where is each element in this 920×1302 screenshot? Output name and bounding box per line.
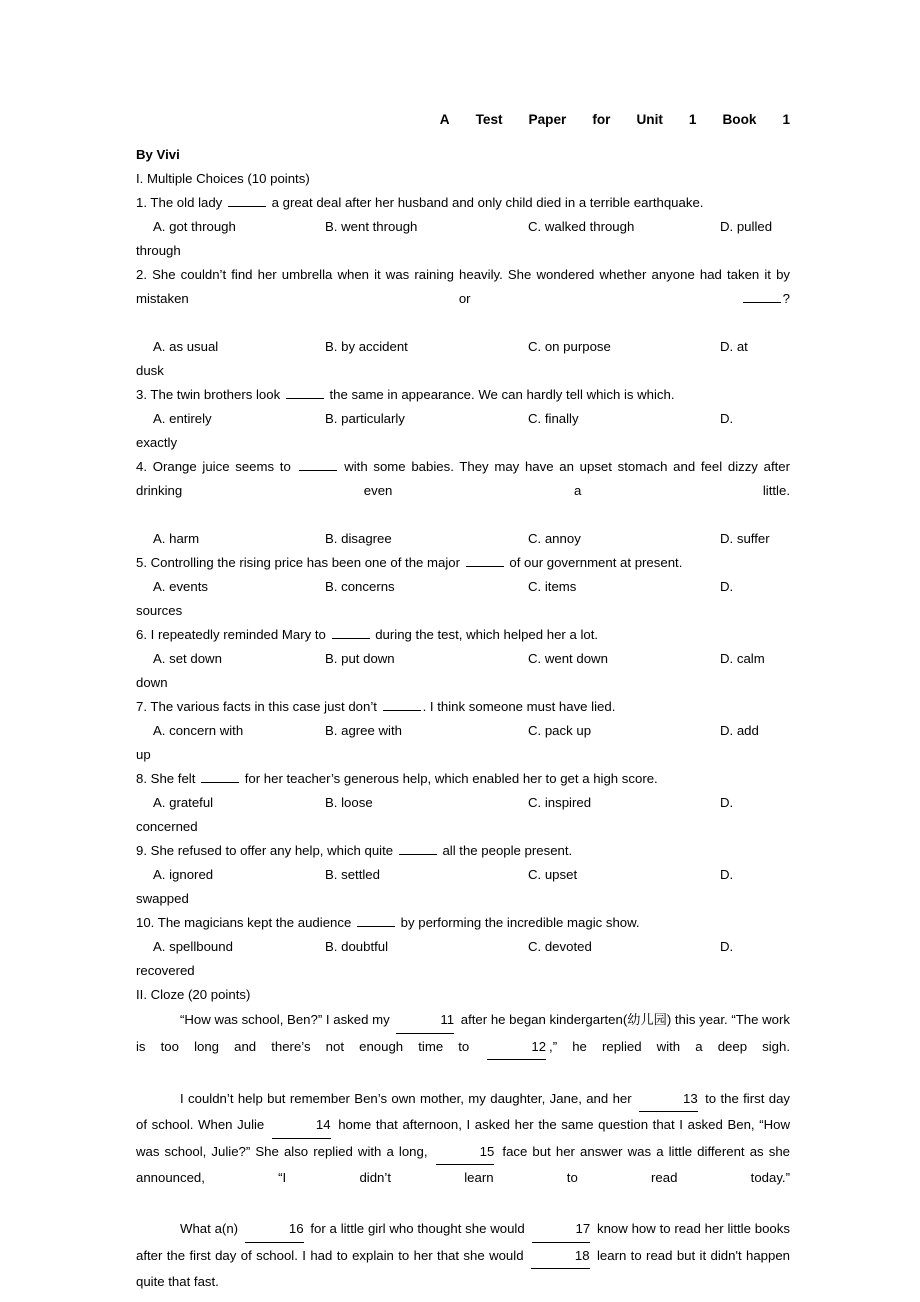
title-word: Unit xyxy=(636,112,663,127)
option-wrap: swapped xyxy=(136,891,189,906)
stem-post: a great deal after her husband and only child died in a terrible earthquake. xyxy=(271,195,704,210)
option-d[interactable]: D. suffer xyxy=(720,531,770,546)
option-wrap: recovered xyxy=(136,963,195,978)
question-options xyxy=(136,527,790,551)
option-b[interactable]: B. put down xyxy=(325,651,395,666)
question-options xyxy=(136,863,790,887)
cloze-text: What a(n) xyxy=(180,1221,239,1236)
option-c[interactable]: C. on purpose xyxy=(528,339,611,354)
question-options xyxy=(136,215,790,239)
option-a[interactable]: A. grateful xyxy=(153,795,214,810)
question-options xyxy=(136,935,790,959)
option-c[interactable]: C. items xyxy=(528,579,577,594)
question-stem xyxy=(136,383,790,407)
stem-post: ? xyxy=(782,291,790,306)
cloze-blank-15[interactable]: 15 xyxy=(436,1139,495,1166)
option-c[interactable]: C. pack up xyxy=(528,723,592,738)
cloze-text: know how to read her little books after the first day of school. I had to explain to her that she would xyxy=(136,1221,790,1263)
question-stem xyxy=(136,911,790,935)
option-a[interactable]: A. ignored xyxy=(153,867,214,882)
option-b[interactable]: B. loose xyxy=(325,795,373,810)
cloze-blank-16[interactable]: 16 xyxy=(245,1216,304,1243)
answer-blank xyxy=(201,770,239,783)
option-c[interactable]: C. devoted xyxy=(528,939,592,954)
answer-blank xyxy=(399,842,437,855)
stem-post: by performing the incredible magic show. xyxy=(400,915,640,930)
cloze-text: ,” he replied with a deep sigh. xyxy=(549,1038,790,1054)
question-options xyxy=(136,791,790,815)
option-c[interactable]: C. upset xyxy=(528,867,578,882)
question-options xyxy=(136,407,790,431)
option-wrap: exactly xyxy=(136,435,178,450)
question-stem xyxy=(136,623,790,647)
option-c[interactable]: C. walked through xyxy=(528,219,635,234)
title-word: Test xyxy=(475,112,503,127)
cloze-paragraph xyxy=(136,1216,790,1295)
option-wrap: up xyxy=(136,747,151,762)
option-c[interactable]: C. finally xyxy=(528,411,579,426)
option-a[interactable]: A. events xyxy=(153,579,208,594)
byline: By Vivi xyxy=(136,147,180,162)
question-stem xyxy=(136,839,790,863)
stem-pre: 9. She refused to offer any help, which quite xyxy=(136,843,394,858)
answer-blank xyxy=(357,914,395,927)
option-wrap: concerned xyxy=(136,819,198,834)
option-wrap: down xyxy=(136,675,168,690)
cloze-blank-14[interactable]: 14 xyxy=(272,1112,331,1139)
cloze-text: for a little girl who thought she would xyxy=(310,1221,525,1236)
answer-blank xyxy=(466,554,504,567)
cloze-blank-11[interactable]: 11 xyxy=(396,1007,454,1034)
title-word: A xyxy=(439,112,450,127)
option-d[interactable]: D. add xyxy=(720,723,759,738)
question-stem xyxy=(136,191,790,215)
cloze-text: face but her answer was a little different as she announced, “I didn’t learn to read today.” xyxy=(136,1143,790,1185)
option-b[interactable]: B. agree with xyxy=(325,723,402,738)
title-word: Paper xyxy=(528,112,567,127)
stem-pre: 6. I repeatedly reminded Mary to xyxy=(136,627,326,642)
answer-blank xyxy=(383,698,421,711)
option-d[interactable]: D. xyxy=(720,411,734,426)
option-a[interactable]: A. as usual xyxy=(153,339,219,354)
option-a[interactable]: A. harm xyxy=(153,531,200,546)
stem-pre: 4. Orange juice seems to xyxy=(136,459,291,474)
question-stem xyxy=(136,767,790,791)
option-b[interactable]: B. went through xyxy=(325,219,418,234)
stem-pre: 5. Controlling the rising price has been one of the major xyxy=(136,555,461,570)
stem-pre: 2. She couldn’t find her umbrella when it was raining heavily. She wondered whether anyone had taken it by mistaken or xyxy=(136,267,790,306)
answer-blank xyxy=(286,386,324,399)
section-heading-cloze: II. Cloze (20 points) xyxy=(136,987,251,1002)
cloze-text: learn to read but it didn't happen quite that fast. xyxy=(136,1247,791,1289)
cloze-text: I couldn’t help but remember Ben’s own mother, my daughter, Jane, and her xyxy=(180,1090,632,1106)
answer-blank xyxy=(228,194,266,207)
cloze-blank-12[interactable]: 12 xyxy=(487,1034,546,1061)
cloze-text: home that afternoon, I asked her the same question that I asked Ben, “How was school, Julie?” She also replied with a long, xyxy=(136,1117,790,1159)
question-stem xyxy=(136,551,790,575)
cloze-blank-17[interactable]: 17 xyxy=(532,1216,591,1243)
stem-pre: 10. The magicians kept the audience xyxy=(136,915,352,930)
cloze-text: “How was school, Ben?” I asked my xyxy=(180,1012,390,1027)
stem-pre: 3. The twin brothers look xyxy=(136,387,281,402)
question-stem xyxy=(136,263,790,335)
option-d[interactable]: D. xyxy=(720,867,734,882)
option-a[interactable]: A. concern with xyxy=(153,723,244,738)
option-wrap: dusk xyxy=(136,363,164,378)
option-b[interactable]: B. particularly xyxy=(325,411,405,426)
cloze-blank-18[interactable]: 18 xyxy=(531,1243,590,1270)
cloze-text: after he began kindergarten(幼儿园) this year. “The work is too long and there’s not enough time to xyxy=(136,1012,790,1054)
answer-blank xyxy=(299,458,337,471)
stem-post: all the people present. xyxy=(442,843,573,858)
stem-post: during the test, which helped her a lot. xyxy=(375,627,599,642)
question-options xyxy=(136,647,790,671)
option-d[interactable]: D. calm xyxy=(720,651,765,666)
option-c[interactable]: C. annoy xyxy=(528,531,581,546)
stem-post: the same in appearance. We can hardly tell which is which. xyxy=(329,387,675,402)
option-b[interactable]: B. concerns xyxy=(325,579,395,594)
answer-blank xyxy=(743,290,781,303)
cloze-paragraph xyxy=(136,1086,790,1217)
option-a[interactable]: A. entirely xyxy=(153,411,212,426)
option-d[interactable]: D. at xyxy=(720,339,748,354)
title-word: Book xyxy=(722,112,757,127)
option-c[interactable]: C. inspired xyxy=(528,795,592,810)
answer-blank xyxy=(332,626,370,639)
cloze-text: to the first day of school. When Julie xyxy=(136,1090,791,1132)
title-word: 1 xyxy=(688,112,697,127)
question-options xyxy=(136,719,790,743)
section-heading-multiple-choices: I. Multiple Choices (10 points) xyxy=(136,171,310,186)
stem-pre: 1. The old lady xyxy=(136,195,223,210)
option-b[interactable]: B. disagree xyxy=(325,531,392,546)
option-b[interactable]: B. settled xyxy=(325,867,380,882)
stem-pre: 8. She felt xyxy=(136,771,196,786)
cloze-paragraph xyxy=(136,1007,790,1086)
option-b[interactable]: B. by accident xyxy=(325,339,408,354)
title-word: for xyxy=(592,112,611,127)
question-options xyxy=(136,575,790,599)
stem-post: . I think someone must have lied. xyxy=(422,699,616,714)
question-options xyxy=(136,335,790,359)
page-title xyxy=(136,108,790,132)
option-d[interactable]: D. xyxy=(720,579,734,594)
question-stem xyxy=(136,455,790,527)
option-a[interactable]: A. got through xyxy=(153,219,236,234)
option-c[interactable]: C. went down xyxy=(528,651,608,666)
stem-post: for her teacher’s generous help, which enabled her to get a high score. xyxy=(244,771,658,786)
option-d[interactable]: D. pulled xyxy=(720,219,773,234)
option-d[interactable]: D. xyxy=(720,939,734,954)
title-word: 1 xyxy=(782,112,790,127)
option-a[interactable]: A. set down xyxy=(153,651,222,666)
stem-post: of our government at present. xyxy=(509,555,683,570)
cloze-blank-13[interactable]: 13 xyxy=(639,1086,698,1113)
option-d[interactable]: D. xyxy=(720,795,734,810)
question-stem xyxy=(136,695,790,719)
stem-pre: 7. The various facts in this case just don’t xyxy=(136,699,377,714)
option-wrap: sources xyxy=(136,603,183,618)
option-b[interactable]: B. doubtful xyxy=(325,939,389,954)
stem-post: with some babies. They may have an upset stomach and feel dizzy after drinking even a little. xyxy=(136,459,790,498)
option-a[interactable]: A. spellbound xyxy=(153,939,233,954)
option-wrap: through xyxy=(136,243,181,258)
